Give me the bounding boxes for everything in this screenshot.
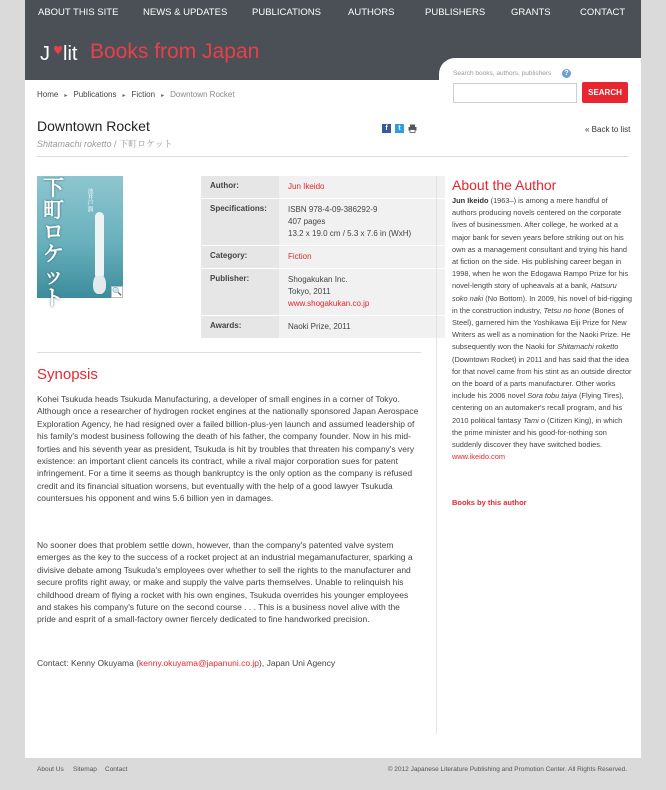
footer-copyright: © 2012 Japanese Literature Publishing and Promotion Center. All Rights Reserved. bbox=[387, 766, 627, 773]
footer-about-us[interactable]: About Us bbox=[37, 766, 64, 773]
spec-label: Awards: bbox=[201, 316, 279, 339]
breadcrumb-separator: ▸ bbox=[161, 93, 165, 99]
site-footer bbox=[25, 758, 641, 790]
nav-news-updates[interactable]: NEWS & UPDATES bbox=[143, 7, 228, 18]
contact-email-link[interactable]: kenny.okuyama@japanuni.co.jp bbox=[139, 658, 260, 668]
spec-pages: 407 pages bbox=[288, 217, 326, 226]
page-title: Downtown Rocket bbox=[37, 118, 150, 134]
books-by-author-link[interactable]: Books by this author bbox=[452, 498, 527, 507]
spec-isbn: ISBN 978-4-09-386292-9 bbox=[288, 205, 378, 214]
specs-row-publisher bbox=[201, 269, 445, 316]
publisher-location: Tokyo, 2011 bbox=[288, 287, 331, 296]
site-title: Books from Japan bbox=[90, 40, 260, 63]
breadcrumb-publications[interactable]: Publications bbox=[73, 90, 117, 99]
zoom-icon[interactable]: 🔍 bbox=[112, 287, 122, 296]
specs-row-author bbox=[201, 176, 445, 199]
spec-label: Category: bbox=[201, 246, 279, 269]
twitter-icon[interactable]: t bbox=[395, 124, 404, 133]
svg-text:lit: lit bbox=[63, 43, 78, 65]
back-to-list-link[interactable]: « Back to list bbox=[585, 125, 631, 134]
nav-authors[interactable]: AUTHORS bbox=[348, 7, 395, 18]
contact-line bbox=[37, 657, 421, 669]
breadcrumb bbox=[37, 90, 235, 99]
contact-suffix: ), Japan Uni Agency bbox=[259, 658, 336, 668]
subtitle-japanese: 下町ロケット bbox=[119, 139, 173, 149]
breadcrumb-current: Downtown Rocket bbox=[170, 90, 235, 99]
page bbox=[25, 0, 641, 790]
spec-size: 13.2 x 19.0 cm / 5.3 x 7.6 in (WxH) bbox=[288, 229, 412, 238]
nav-publishers[interactable]: PUBLISHERS bbox=[425, 7, 486, 18]
contact-prefix: Contact: Kenny Okuyama ( bbox=[37, 658, 140, 668]
svg-text:J: J bbox=[40, 43, 50, 65]
facebook-icon[interactable]: f bbox=[382, 124, 391, 133]
nav-grants[interactable]: GRANTS bbox=[511, 7, 551, 18]
spec-label: Specifications: bbox=[201, 199, 279, 246]
book-cover[interactable] bbox=[37, 176, 123, 310]
specs-row-category bbox=[201, 246, 445, 269]
specs-row-awards bbox=[201, 316, 445, 339]
synopsis-heading: Synopsis bbox=[37, 366, 98, 383]
sidebar-divider bbox=[436, 176, 437, 734]
breadcrumb-home[interactable]: Home bbox=[37, 90, 59, 99]
breadcrumb-separator: ▸ bbox=[122, 93, 126, 99]
nav-contact[interactable]: CONTACT bbox=[580, 7, 626, 18]
book-specs-table bbox=[201, 176, 445, 339]
cover-rocket-shape bbox=[95, 212, 104, 276]
help-icon[interactable]: ? bbox=[562, 69, 571, 78]
synopsis-paragraph-2: No sooner does that problem settle down, however, than the company's patented valve system emerges as the key to the success of a rocket project at an industrial megamanufacturer, sparking a divisive debate among Tsukuda's employees over whether to sell the rights to the manufacturer and secure profits right away, or make and supply the valve parts themselves. Unable to relinquish his childhood dream of flying a rocket with his own engines, Tsukuda overrides his younger employees and stakes his company's future on the second course . . . This is a business novel alive with the pride and esprit of a small-factory owner fiercely dedicated to fine handworked precision. bbox=[37, 540, 413, 625]
subtitle-romaji: Shitamachi roketto bbox=[37, 139, 112, 149]
nav-publications[interactable]: PUBLICATIONS bbox=[252, 7, 321, 18]
footer-contact[interactable]: Contact bbox=[105, 766, 128, 773]
publisher-url-link[interactable]: www.shogakukan.co.jp bbox=[288, 299, 370, 308]
cover-author: 池井戸潤 bbox=[86, 188, 92, 212]
category-link[interactable]: Fiction bbox=[288, 252, 312, 261]
jlit-logo-icon bbox=[40, 40, 85, 66]
cover-title: 下町ロケット bbox=[43, 177, 64, 310]
author-name: Jun Ikeido bbox=[452, 196, 489, 205]
breadcrumb-separator: ▸ bbox=[64, 93, 68, 99]
author-link[interactable]: Jun Ikeido bbox=[288, 182, 325, 191]
synopsis-paragraph-1: Kohei Tsukuda heads Tsukuda Manufacturing, a developer of small engines in a corner of Tokyo. Although once a researcher of hydrogen rocket engines at the nationally sponsored Japan Aerospace Exploration Agency, he had resigned over a failed billion-plus-yen launch and assumed leadership of his family's modest business following the death of his father, the company founder. Now in his mid-forties and his seventh year as president, Tsukuda is hit by troubles that threaten his company's very existence: an important client cancels its contract, while a rival major corporation sues for patent infringement. For a time it seems as though bankruptcy is the only option as the company is refused credit and its financial situation worsens, but eventually with the help of a good lawyer Tsukuda countersues his opponent and wins 5.6 billion yen in damages. bbox=[37, 394, 419, 504]
nav-about-this-site[interactable]: ABOUT THIS SITE bbox=[38, 7, 119, 18]
print-icon[interactable] bbox=[408, 124, 417, 133]
book-subtitle bbox=[37, 137, 173, 150]
publisher-name: Shogakukan Inc. bbox=[288, 275, 348, 284]
search-input[interactable] bbox=[453, 83, 577, 103]
spec-label: Author: bbox=[201, 176, 279, 199]
synopsis-divider bbox=[37, 352, 421, 353]
search-button[interactable]: SEARCH bbox=[582, 82, 628, 103]
author-bio: Jun Ikeido (1963–) is among a mere handful of authors producing novels centered on the corporate lives of businessmen. After college, he worked at a major bank for seven years before striking out on his own as a management consultant and trying his hand at fiction on the side. His publishing career began in 1998, when he won the Edogawa Rampo Prize for his novel-length story of upheavals at a bank, Hatsuru soko naki (No Bottom). In 2009, his novel of bid-rigging in the construction industry, Tetsu no hone (Bones of Steel), garnered him the Yoshikawa Eiji Prize for New Writers as well as a nomination for the Naoki Prize. He subsequently won the Naoki for Shitamachi roketto (Downtown Rocket) in 2011 and has said that the idea for that novel came from his stint as an outside director on the board of a parts manufacturer. Other works include his 2006 novel Sora tobu taiya (Flying Tires), centering on an automaker's recall program, and his 2010 political fantasy Tami o (Citizen King), in which the prime minister and his good-for-nothing son suddenly discover they have switched bodies. www.ikeido.com bbox=[452, 196, 632, 462]
footer-sitemap[interactable]: Sitemap bbox=[73, 766, 97, 773]
search-hint: Search books, authors, publishers bbox=[453, 70, 552, 77]
specs-row-specifications bbox=[201, 199, 445, 246]
cover-flame-shape bbox=[93, 274, 106, 294]
about-author-heading: About the Author bbox=[452, 177, 557, 193]
top-nav bbox=[25, 0, 641, 25]
awards-value: Naoki Prize, 2011 bbox=[279, 316, 445, 339]
spec-label: Publisher: bbox=[201, 269, 279, 316]
breadcrumb-fiction[interactable]: Fiction bbox=[131, 90, 156, 99]
author-website-link[interactable]: www.ikeido.com bbox=[452, 452, 505, 462]
title-divider bbox=[37, 156, 629, 157]
subtitle-separator: / bbox=[111, 139, 120, 149]
